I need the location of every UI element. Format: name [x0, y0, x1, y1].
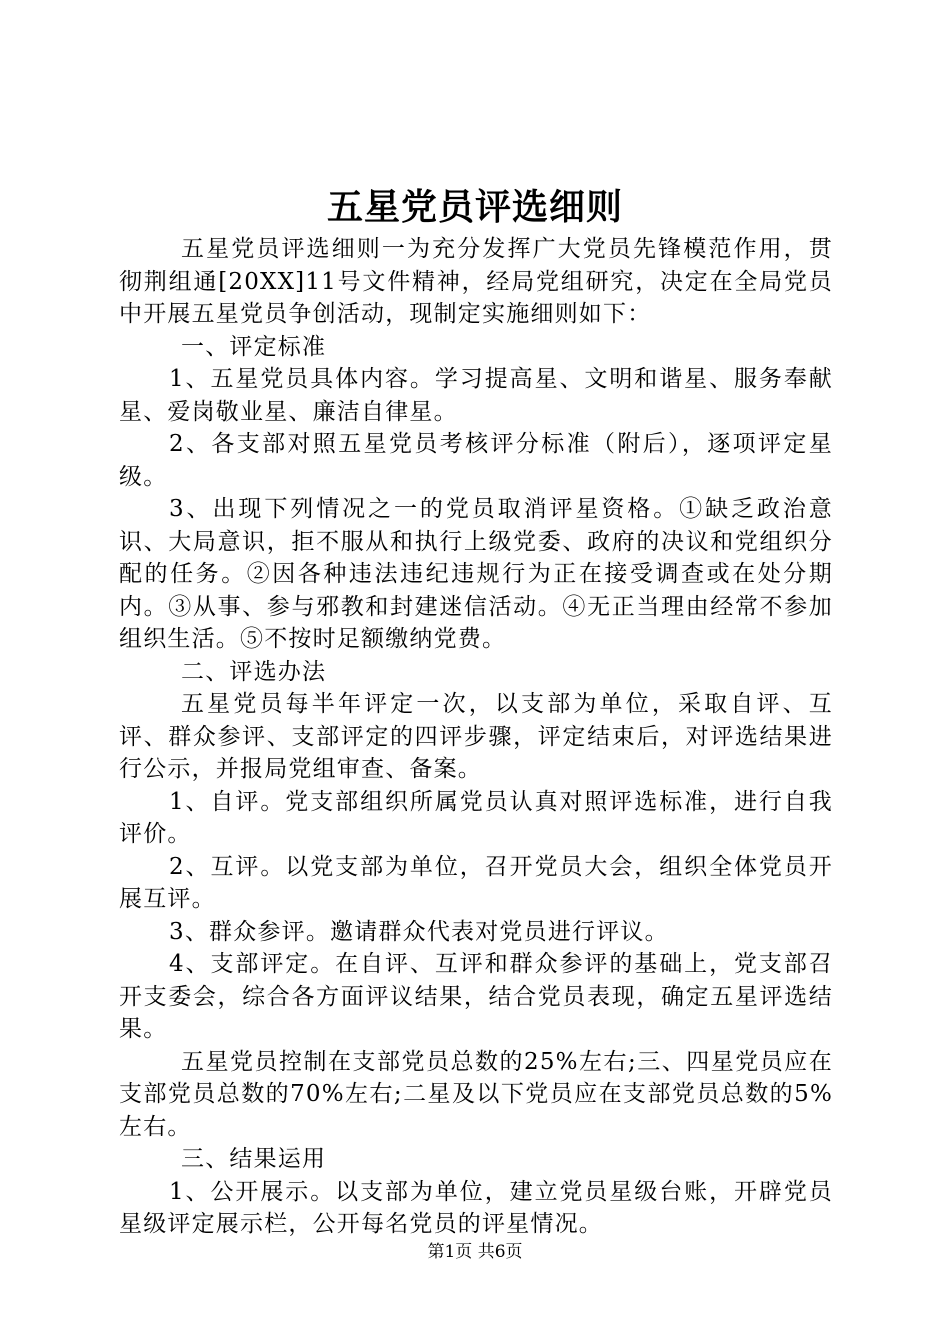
paragraph-item: 3、群众参评。邀请群众代表对党员进行评议。: [169, 918, 669, 945]
paragraph-item: 3、出现下列情况之一的党员取消评星资格。①缺乏政治意识、大局意识，拒不服从和执行上级党委、政府的决议和党组织分配的任务。②因各种违法违纪违规行为正在接受调查或在处分期内。③从事、参与邪教和封建迷信活动。④无正当理由经常不参加组织生活。⑤不按时足额缴纳党费。: [119, 496, 833, 652]
paragraph-item: 1、自评。党支部组织所属党员认真对照评选标准，进行自我评价。: [119, 788, 833, 847]
paragraph-body: 五星党员每半年评定一次，以支部为单位，采取自评、互评、群众参评、支部评定的四评步骤，评定结束后，对评选结果进行公示，并报局党组审查、备案。: [119, 691, 833, 782]
section-heading-3: 三、结果运用: [181, 1146, 327, 1172]
paragraph-item: 2、互评。以党支部为单位，召开党员大会，组织全体党员开展互评。: [119, 853, 833, 912]
document-title: 五星党员评选细则: [326, 186, 623, 228]
paragraph-item: 1、五星党员具体内容。学习提高星、文明和谐星、服务奉献星、爱岗敬业星、廉洁自律星。: [119, 366, 833, 425]
paragraph-body: 五星党员控制在支部党员总数的25%左右;三、四星党员应在支部党员总数的70%左右;二星及以下党员应在支部党员总数的5%左右。: [119, 1048, 833, 1140]
paragraph-intro: 五星党员评选细则一为充分发挥广大党员先锋模范作用，贯彻荆组通[20XX]11号文件精神，经局党组研究，决定在全局党员中开展五星党员争创活动，现制定实施细则如下：: [119, 236, 833, 327]
paragraph-item: 4、支部评定。在自评、互评和群众参评的基础上，党支部召开支委会，综合各方面评议结果，结合党员表现，确定五星评选结果。: [119, 951, 833, 1042]
page-footer: 第1页 共6页: [427, 1242, 523, 1262]
section-heading-2: 二、评选办法: [181, 658, 327, 685]
document-body: [119, 233, 833, 1241]
paragraph-item: 2、各支部对照五星党员考核评分标准（附后），逐项评定星级。: [119, 431, 833, 490]
paragraph-item: 1、公开展示。以支部为单位，建立党员星级台账，开辟党员星级评定展示栏，公开每名党员的评星情况。: [119, 1178, 833, 1237]
section-heading-1: 一、评定标准: [181, 333, 327, 360]
